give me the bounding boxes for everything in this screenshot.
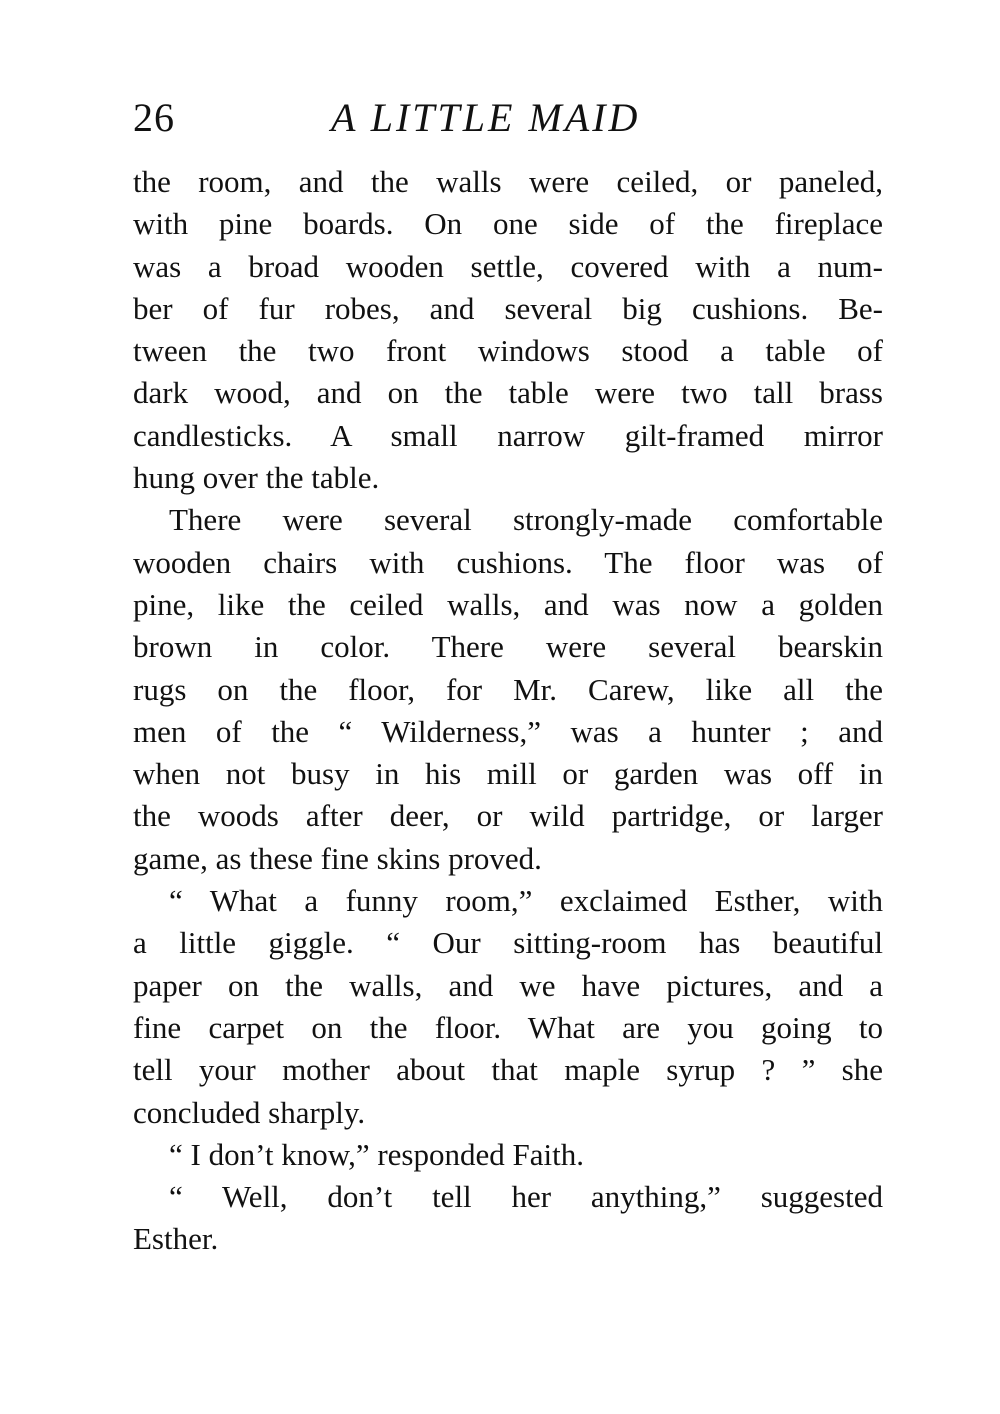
text-line: pine, like the ceiled walls, and was now a golden [133, 586, 883, 622]
running-head [133, 88, 883, 148]
paragraph [133, 161, 883, 499]
text-line: the room, and the walls were ceiled, or paneled, [133, 164, 883, 199]
paragraph [133, 499, 883, 880]
text-line: tell your mother about that maple syrup ? ” she [133, 1052, 883, 1088]
text-line: paper on the walls, and we have pictures, and a [133, 967, 883, 1003]
paragraph [133, 1134, 883, 1176]
running-title: A LITTLE MAID [331, 95, 641, 140]
text-line: “ I don’t know,” responded Faith. [169, 1136, 584, 1172]
text-line: “ Well, don’t tell her anything,” suggested [169, 1179, 883, 1215]
text-line: when not busy in his mill or garden was off in [133, 756, 883, 792]
text-line: candlesticks. A small narrow gilt-framed mirror [133, 417, 883, 453]
text-line: hung over the table. [133, 460, 380, 496]
text-line: “ What a funny room,” exclaimed Esther, with [169, 883, 883, 919]
text-line: game, as these fine skins proved. [133, 840, 542, 876]
text-line: the woods after deer, or wild partridge, or larger [133, 798, 883, 834]
text-line: wooden chairs with cushions. The floor was of [133, 544, 883, 580]
page-number: 26 [133, 95, 175, 140]
text-line: was a broad wooden settle, covered with a num- [133, 248, 883, 284]
text-line: There were several strongly-made comfortable [169, 502, 883, 538]
text-line: ber of fur robes, and several big cushions. Be- [133, 290, 883, 326]
text-line: fine carpet on the floor. What are you going to [133, 1009, 883, 1045]
text-line: dark wood, and on the table were two tall brass [133, 375, 883, 411]
paragraph [133, 880, 883, 1134]
text-line: concluded sharply. [133, 1094, 366, 1130]
paragraph [133, 1176, 883, 1261]
text-line: Esther. [133, 1221, 219, 1257]
body-text [133, 161, 883, 1261]
text-line: with pine boards. On one side of the fireplace [133, 206, 883, 242]
text-line: a little giggle. “ Our sitting-room has beautiful [133, 925, 883, 961]
text-line: tween the two front windows stood a table of [133, 333, 883, 369]
text-line: rugs on the floor, for Mr. Carew, like all the [133, 671, 883, 707]
text-line: brown in color. There were several bearskin [133, 629, 883, 665]
text-line: men of the “ Wilderness,” was a hunter ; and [133, 713, 883, 749]
